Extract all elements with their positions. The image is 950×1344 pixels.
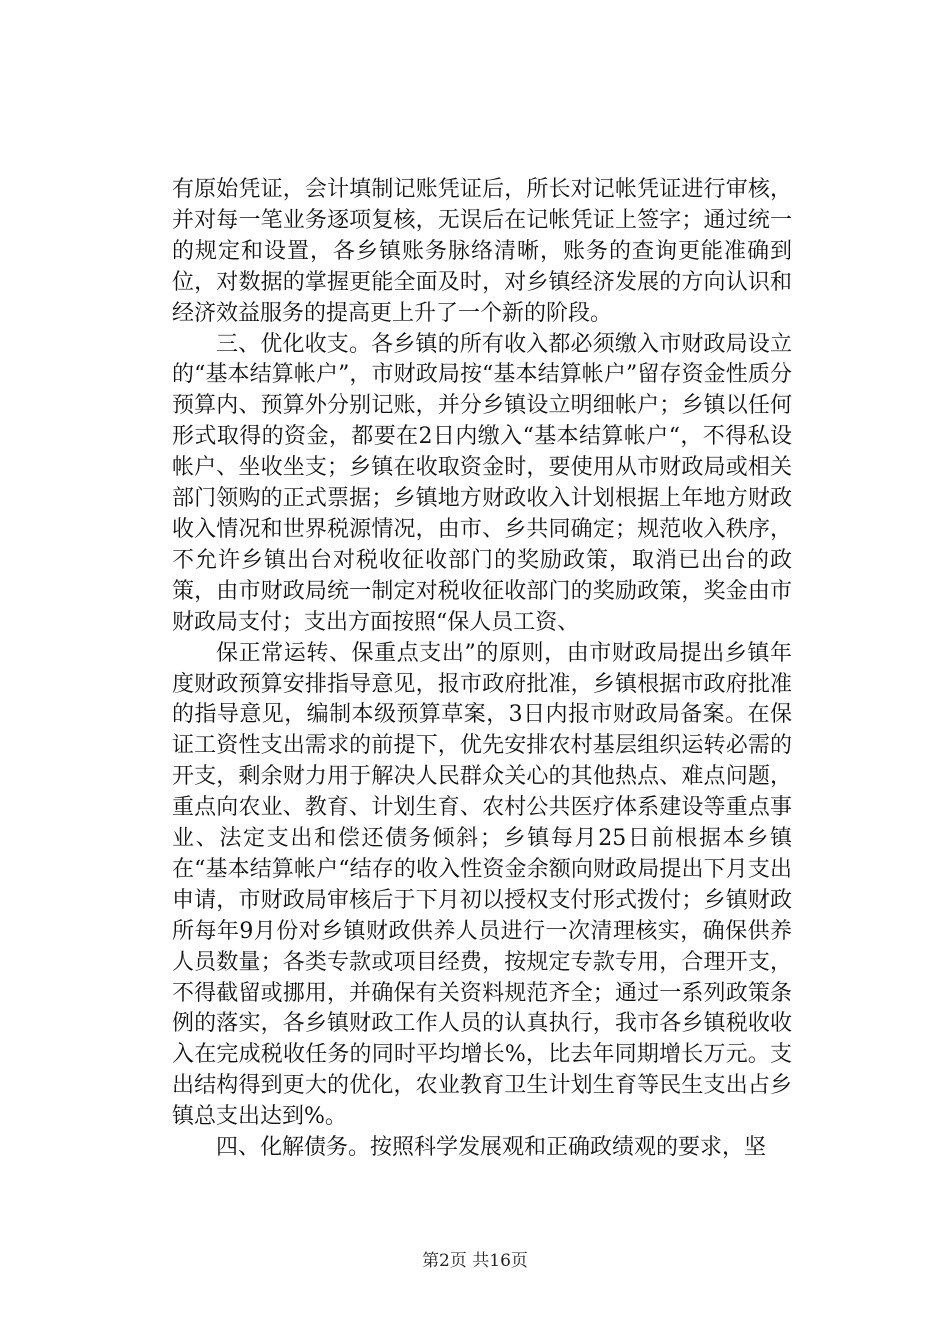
paragraph-continuation: 有原始凭证，会计填制记账凭证后，所长对记帐凭证进行审核，并对每一笔业务逐项复核，无误后在记帐凭证上签字；通过统一的规定和设置，各乡镇账务脉络清晰，账务的查询更能准确到位，对数据的掌握更能全面及时，对乡镇经济发展的方向认识和经济效益服务的提高更上升了一个新的阶段。 [172,177,792,326]
paragraph-section-four: 四、化解债务。按照科学发展观和正确政绩观的要求，坚 [216,1135,767,1161]
paragraph-section-three: 三、优化收支。各乡镇的所有收入都必须缴入市财政局设立的“基本结算帐户”，市财政局按“基本结算帐户”留存资金性质分预算内、预算外分别记账，并分乡镇设立明细帐户；乡镇以任何形式取得的资金，都要在2日内缴入“基本结算帐户“，不得私设帐户、坐收坐支；乡镇在收取资金时，要使用从市财政局或相关部门领购的正式票据；乡镇地方财政收入计划根据上年地方财政收入情况和世界税源情况，由市、乡共同确定；规范收入秩序，不允许乡镇出台对税收征收部门的奖励政策，取消已出台的政策，由市财政局统一制定对税收征收部门的奖励政策，奖金由市财政局支付；支出方面按照“保人员工资、 [172,331,792,635]
document-body [172,175,792,1164]
page-number-footer: 第2页 共16页 [422,1251,528,1271]
paragraph-expenditure: 保正常运转、保重点支出”的原则，由市财政局提出乡镇年度财政预算安排指导意见，报市政府批准，乡镇根据市政府批准的指导意见，编制本级预算草案，3日内报市财政局备案。在保证工资性支出需求的前提下，优先安排农村基层组织运转必需的开支，剩余财力用于解决人民群众关心的其他热点、难点问题，重点向农业、教育、计划生育、农村公共医疗体系建设等重点事业、法定支出和偿还债务倾斜；乡镇每月25日前根据本乡镇在“基本结算帐户“结存的收入性资金余额向财政局提出下月支出申请，市财政局审核后于下月初以授权支付形式拨付；乡镇财政所每年9月份对乡镇财政供养人员进行一次清理核实，确保供养人员数量；各类专款或项目经费，按规定专款专用，合理开支，不得截留或挪用，并确保有关资料规范齐全；通过一系列政策条例的落实，各乡镇财政工作人员的认真执行，我市各乡镇税收收入在完成税收任务的同时平均增长%，比去年同期增长万元。支出结构得到更大的优化，农业教育卫生计划生育等民生支出占乡镇总支出达到%。 [172,640,792,1130]
